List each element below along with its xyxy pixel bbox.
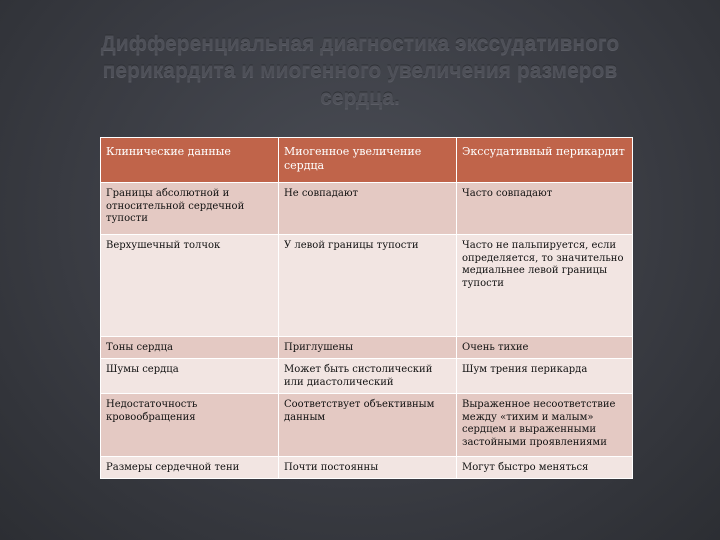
table-cell: Почти постоянны [279, 457, 457, 479]
title-line-2: перикардита и миогенного увеличения размеров [102, 59, 618, 82]
table-row [101, 457, 633, 479]
table-cell: Не совпадают [279, 183, 457, 235]
table-cell: Часто совпадают [457, 183, 633, 235]
slide-title [40, 30, 680, 111]
header-clinical-data: Клинические данные [101, 138, 279, 183]
table-header-row [101, 138, 633, 183]
title-line-1: Дифференциальная диагностика экссудативного [100, 32, 620, 55]
table-row [101, 359, 633, 394]
table-cell: Размеры сердечной тени [101, 457, 279, 479]
table-cell: Шум трения перикарда [457, 359, 633, 394]
table-cell: Очень тихие [457, 337, 633, 359]
table-cell: Границы абсолютной и относительной сердечной тупости [101, 183, 279, 235]
table-cell: Недостаточность кровообращения [101, 394, 279, 457]
table-row [101, 394, 633, 457]
table-cell: Шумы сердца [101, 359, 279, 394]
table-row [101, 337, 633, 359]
table-cell: Приглушены [279, 337, 457, 359]
diagnosis-table [100, 137, 633, 479]
table-row [101, 235, 633, 337]
header-myogenic: Миогенное увеличение сердца [279, 138, 457, 183]
table-cell: Часто не пальпируется, если определяется, то значительно медиальнее левой границы тупости [457, 235, 633, 337]
table-cell: Тоны сердца [101, 337, 279, 359]
table-cell: У левой границы тупости [279, 235, 457, 337]
table-cell: Могут быстро меняться [457, 457, 633, 479]
table-cell: Может быть систолический или диастолический [279, 359, 457, 394]
table-cell: Выраженное несоответствие между «тихим и малым» сердцем и выраженными застойными проявлениями [457, 394, 633, 457]
table-cell: Соответствует объективным данным [279, 394, 457, 457]
table-cell: Верхушечный толчок [101, 235, 279, 337]
table-row [101, 183, 633, 235]
header-exudative: Экссудативный перикардит [457, 138, 633, 183]
title-line-3: сердца. [320, 86, 400, 109]
